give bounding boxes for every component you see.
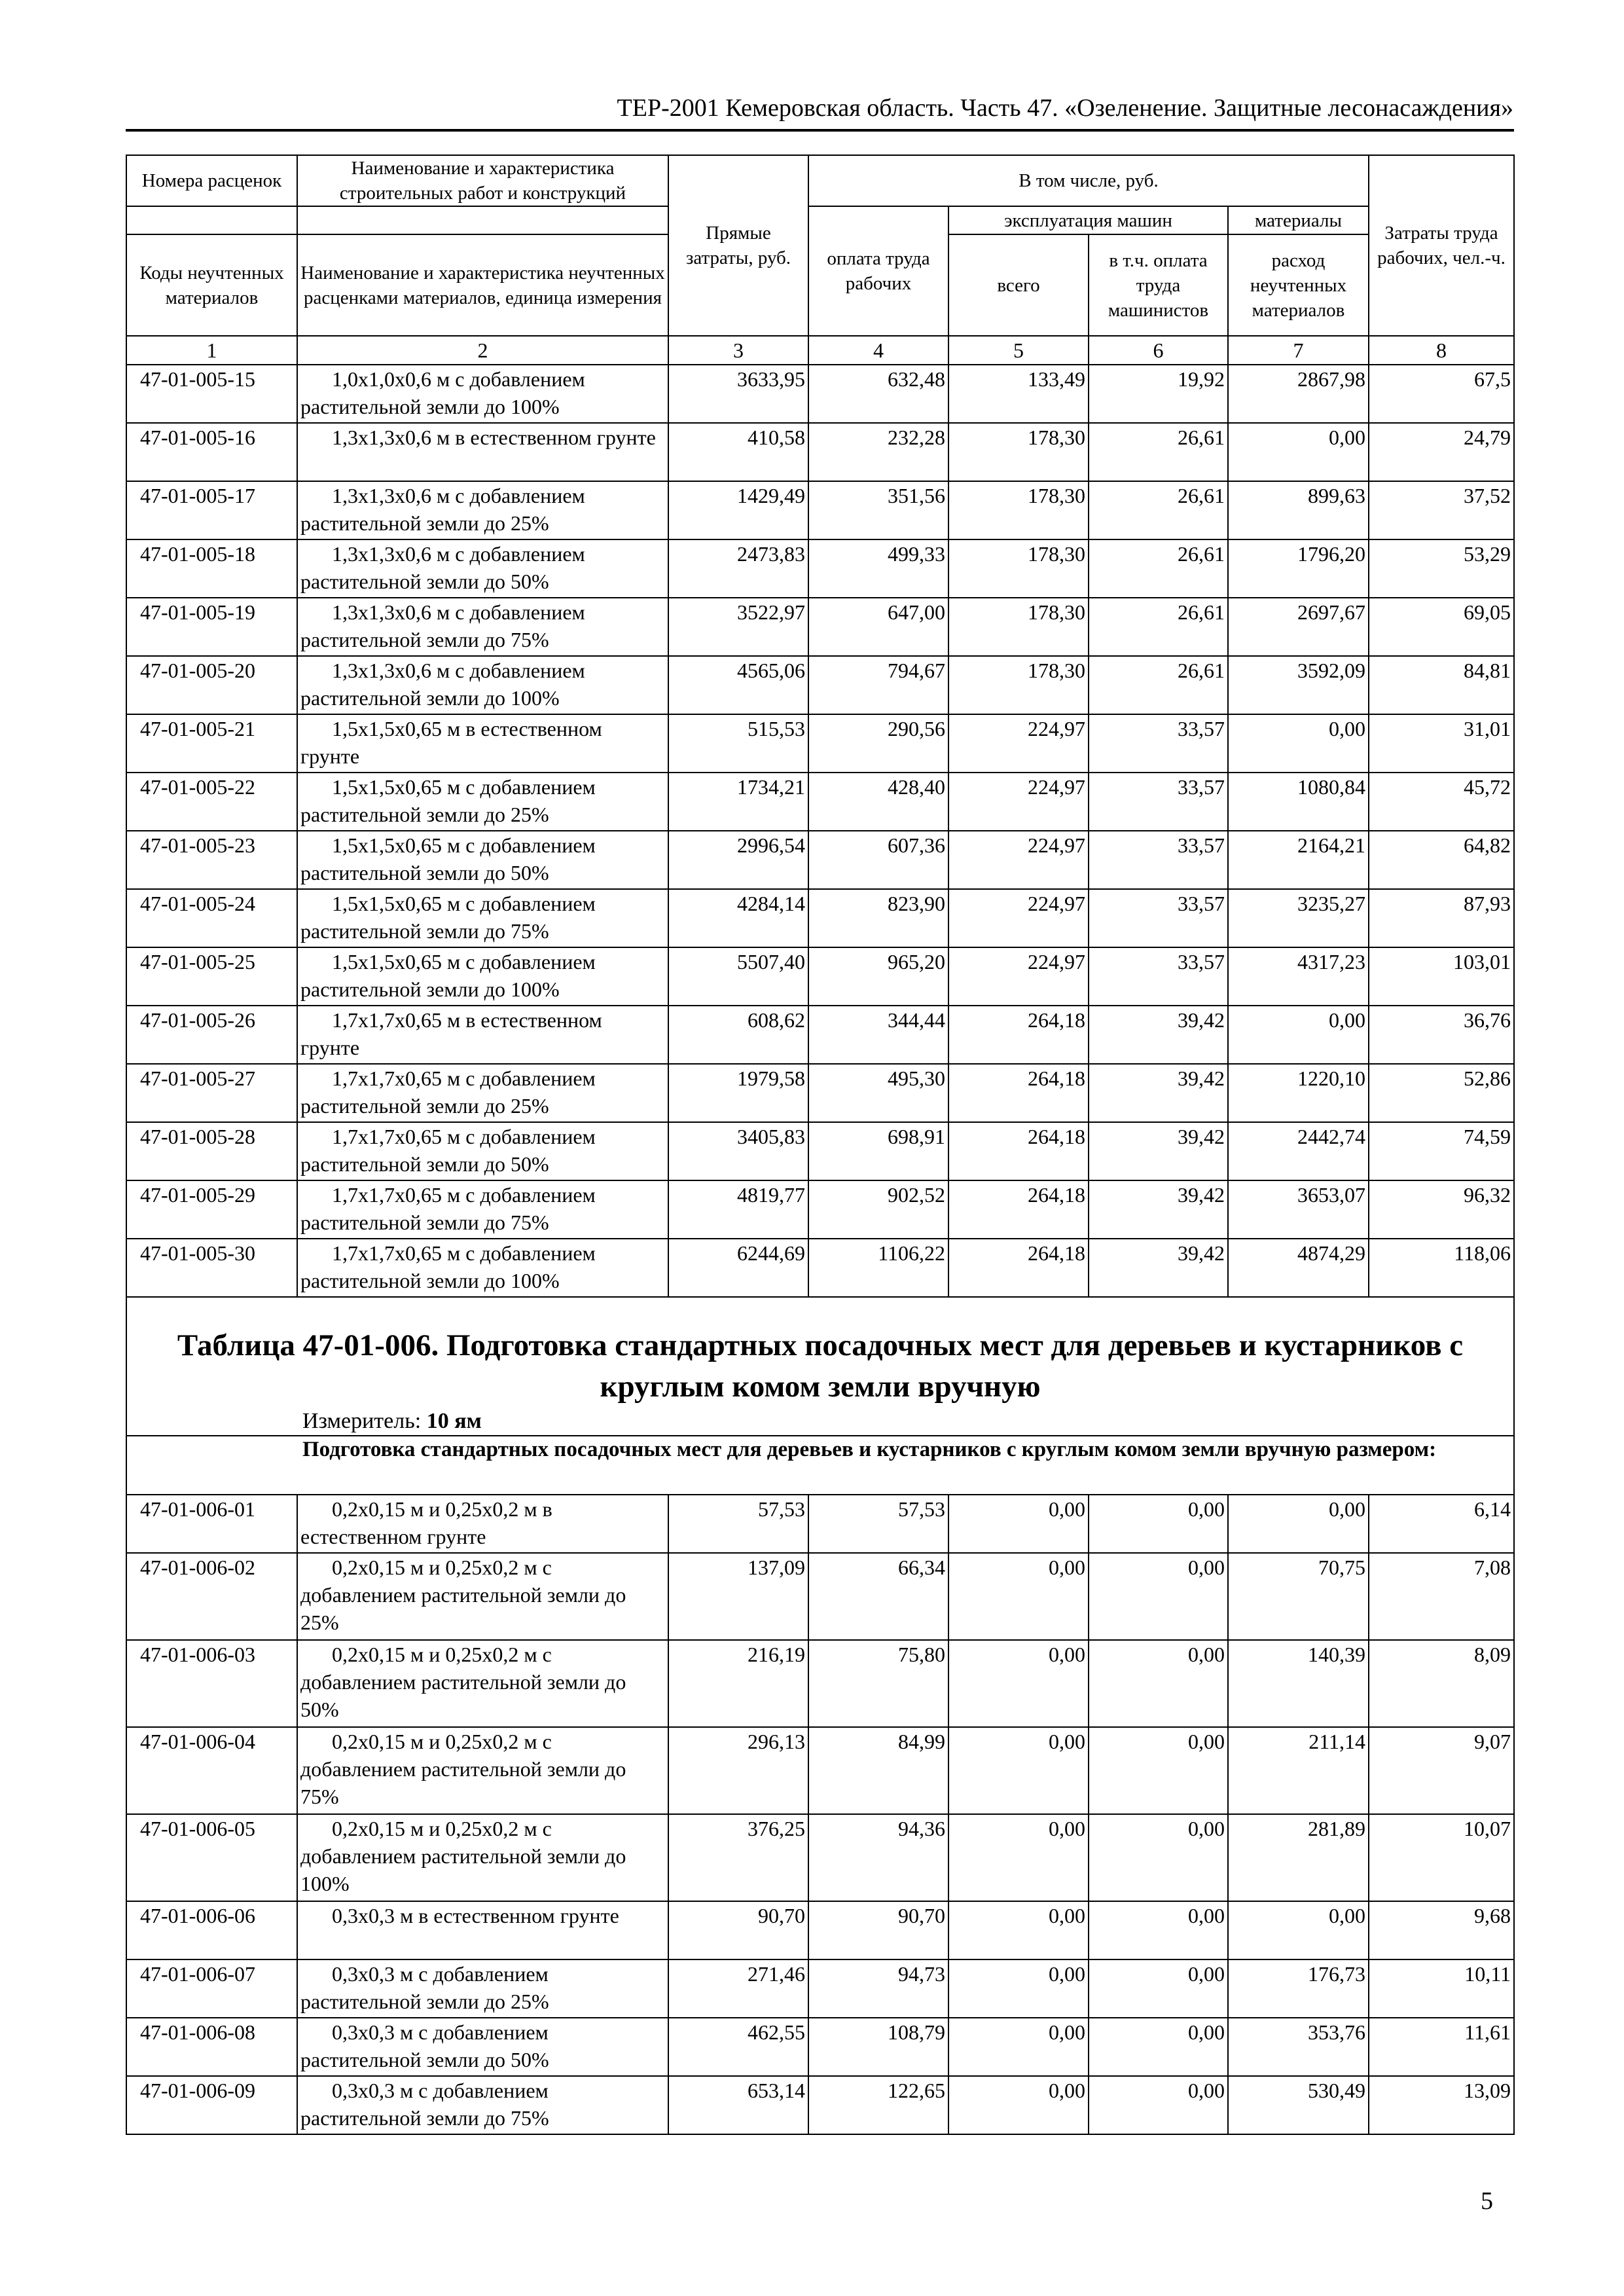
machinists-value: 26,61 xyxy=(1089,598,1228,656)
labor-value: 69,05 xyxy=(1369,598,1514,656)
unit-value: 10 ям xyxy=(426,1409,482,1433)
machinists-value: 33,57 xyxy=(1089,773,1228,831)
rate-code: 47-01-005-27 xyxy=(126,1064,297,1122)
table-row xyxy=(126,889,1514,947)
col-head-materials: материалы xyxy=(1228,206,1369,234)
table-row xyxy=(126,1239,1514,1297)
col-number: 3 xyxy=(668,336,808,365)
table-row xyxy=(126,481,1514,539)
machines-value: 178,30 xyxy=(948,481,1089,539)
machinists-value: 33,57 xyxy=(1089,714,1228,773)
rate-name: 1,7x1,7x0,65 м в естественном грунте xyxy=(297,1006,668,1064)
wages-value: 94,36 xyxy=(808,1814,948,1901)
machinists-value: 0,00 xyxy=(1089,1727,1228,1814)
direct-costs-value: 608,62 xyxy=(668,1006,808,1064)
rate-code: 47-01-005-29 xyxy=(126,1180,297,1239)
table-row xyxy=(126,773,1514,831)
rate-name: 1,5x1,5x0,65 м с добавлением растительной земли до 75% xyxy=(297,889,668,947)
col-number: 1 xyxy=(126,336,297,365)
rate-code: 47-01-006-07 xyxy=(126,1959,297,2018)
rate-name: 1,7x1,7x0,65 м с добавлением растительной земли до 25% xyxy=(297,1064,668,1122)
wages-value: 90,70 xyxy=(808,1901,948,1959)
wages-value: 632,48 xyxy=(808,365,948,423)
col-head-name-works: Наименование и характеристика строительных работ и конструкций xyxy=(297,155,668,206)
machinists-value: 0,00 xyxy=(1089,1495,1228,1553)
direct-costs-value: 4819,77 xyxy=(668,1180,808,1239)
rate-name: 1,3x1,3x0,6 м с добавлением растительной земли до 25% xyxy=(297,481,668,539)
direct-costs-value: 271,46 xyxy=(668,1959,808,2018)
table-row xyxy=(126,656,1514,714)
labor-value: 24,79 xyxy=(1369,423,1514,481)
rate-code: 47-01-005-17 xyxy=(126,481,297,539)
materials-value: 0,00 xyxy=(1228,714,1369,773)
rates-table xyxy=(126,155,1515,2135)
table-row xyxy=(126,1959,1514,2018)
materials-value: 0,00 xyxy=(1228,1006,1369,1064)
machines-value: 264,18 xyxy=(948,1064,1089,1122)
col-head-labor-costs: Затраты труда рабочих, чел.-ч. xyxy=(1369,155,1514,336)
machinists-value: 0,00 xyxy=(1089,1959,1228,2018)
rate-code: 47-01-005-18 xyxy=(126,539,297,598)
direct-costs-value: 2473,83 xyxy=(668,539,808,598)
machines-value: 0,00 xyxy=(948,1495,1089,1553)
wages-value: 428,40 xyxy=(808,773,948,831)
table-row xyxy=(126,1727,1514,1814)
table-title: Таблица 47-01-006. Подготовка стандартных посадочных мест для деревьев и кустарников с круглым комом земли вручную xyxy=(177,1328,1464,1404)
direct-costs-value: 376,25 xyxy=(668,1814,808,1901)
table-row xyxy=(126,1553,1514,1640)
direct-costs-value: 3405,83 xyxy=(668,1122,808,1180)
direct-costs-value: 296,13 xyxy=(668,1727,808,1814)
machines-value: 264,18 xyxy=(948,1006,1089,1064)
labor-value: 36,76 xyxy=(1369,1006,1514,1064)
materials-value: 0,00 xyxy=(1228,1901,1369,1959)
direct-costs-value: 1979,58 xyxy=(668,1064,808,1122)
rate-code: 47-01-006-04 xyxy=(126,1727,297,1814)
rate-name: 0,3x0,3 м в естественном грунте xyxy=(297,1901,668,1959)
wages-value: 499,33 xyxy=(808,539,948,598)
machines-value: 0,00 xyxy=(948,1553,1089,1640)
wages-value: 84,99 xyxy=(808,1727,948,1814)
rate-code: 47-01-006-02 xyxy=(126,1553,297,1640)
machines-value: 0,00 xyxy=(948,1727,1089,1814)
machinists-value: 39,42 xyxy=(1089,1239,1228,1297)
direct-costs-value: 90,70 xyxy=(668,1901,808,1959)
rate-name: 0,3x0,3 м с добавлением растительной земли до 25% xyxy=(297,1959,668,2018)
machines-value: 133,49 xyxy=(948,365,1089,423)
col-head-name-materials: Наименование и характеристика неучтенных расценками материалов, единица измерения xyxy=(297,234,668,336)
direct-costs-value: 137,09 xyxy=(668,1553,808,1640)
labor-value: 64,82 xyxy=(1369,831,1514,889)
header-rule xyxy=(126,129,1514,132)
col-head-machine-operation: эксплуатация машин xyxy=(948,206,1228,234)
machinists-value: 33,57 xyxy=(1089,947,1228,1006)
direct-costs-value: 3633,95 xyxy=(668,365,808,423)
labor-value: 9,68 xyxy=(1369,1901,1514,1959)
unit-cell xyxy=(126,1408,1514,1436)
direct-costs-value: 653,14 xyxy=(668,2076,808,2134)
labor-value: 11,61 xyxy=(1369,2018,1514,2076)
col-head-blank-1 xyxy=(126,206,297,234)
table-title-cell xyxy=(126,1297,1514,1408)
labor-value: 31,01 xyxy=(1369,714,1514,773)
subheading: Подготовка стандартных посадочных мест для деревьев и кустарников с круглым комом земли вручную размером: xyxy=(126,1436,1514,1495)
wages-value: 122,65 xyxy=(808,2076,948,2134)
col-head-direct-costs: Прямые затраты, руб. xyxy=(668,155,808,336)
table-row xyxy=(126,1640,1514,1727)
wages-value: 108,79 xyxy=(808,2018,948,2076)
machinists-value: 0,00 xyxy=(1089,2076,1228,2134)
table-row xyxy=(126,365,1514,423)
rate-code: 47-01-005-21 xyxy=(126,714,297,773)
wages-value: 94,73 xyxy=(808,1959,948,2018)
direct-costs-value: 1734,21 xyxy=(668,773,808,831)
table-row xyxy=(126,423,1514,481)
machinists-value: 39,42 xyxy=(1089,1064,1228,1122)
machinists-value: 0,00 xyxy=(1089,1553,1228,1640)
materials-value: 3592,09 xyxy=(1228,656,1369,714)
rate-name: 0,2x0,15 м и 0,25x0,2 м с добавлением растительной земли до 100% xyxy=(297,1814,668,1901)
materials-value: 281,89 xyxy=(1228,1814,1369,1901)
machinists-value: 26,61 xyxy=(1089,656,1228,714)
direct-costs-value: 216,19 xyxy=(668,1640,808,1727)
materials-value: 2867,98 xyxy=(1228,365,1369,423)
col-head-unaccounted-codes: Коды неучтенных материалов xyxy=(126,234,297,336)
table-row xyxy=(126,598,1514,656)
unit-label: Измеритель: xyxy=(302,1409,422,1433)
machines-value: 0,00 xyxy=(948,2018,1089,2076)
machines-value: 178,30 xyxy=(948,656,1089,714)
rate-code: 47-01-006-08 xyxy=(126,2018,297,2076)
machinists-value: 0,00 xyxy=(1089,1814,1228,1901)
col-head-wages: оплата труда рабочих xyxy=(808,206,948,336)
col-head-rates-numbers: Номера расценок xyxy=(126,155,297,206)
materials-value: 4874,29 xyxy=(1228,1239,1369,1297)
materials-value: 140,39 xyxy=(1228,1640,1369,1727)
subheading-row xyxy=(126,1436,1514,1495)
col-number: 8 xyxy=(1369,336,1514,365)
rate-code: 47-01-005-19 xyxy=(126,598,297,656)
rate-code: 47-01-005-16 xyxy=(126,423,297,481)
materials-value: 3235,27 xyxy=(1228,889,1369,947)
wages-value: 698,91 xyxy=(808,1122,948,1180)
table-row xyxy=(126,539,1514,598)
rate-code: 47-01-005-20 xyxy=(126,656,297,714)
unit-row xyxy=(126,1408,1514,1436)
machines-value: 0,00 xyxy=(948,1959,1089,2018)
rate-code: 47-01-006-06 xyxy=(126,1901,297,1959)
machines-value: 0,00 xyxy=(948,1814,1089,1901)
table-row xyxy=(126,1495,1514,1553)
direct-costs-value: 2996,54 xyxy=(668,831,808,889)
rate-code: 47-01-005-23 xyxy=(126,831,297,889)
machines-value: 0,00 xyxy=(948,1901,1089,1959)
wages-value: 965,20 xyxy=(808,947,948,1006)
labor-value: 118,06 xyxy=(1369,1239,1514,1297)
machinists-value: 0,00 xyxy=(1089,1640,1228,1727)
labor-value: 52,86 xyxy=(1369,1064,1514,1122)
rate-name: 0,2x0,15 м и 0,25x0,2 м в естественном грунте xyxy=(297,1495,668,1553)
materials-value: 2442,74 xyxy=(1228,1122,1369,1180)
materials-value: 0,00 xyxy=(1228,1495,1369,1553)
rate-name: 1,5x1,5x0,65 м с добавлением растительной земли до 25% xyxy=(297,773,668,831)
labor-value: 8,09 xyxy=(1369,1640,1514,1727)
rate-code: 47-01-006-01 xyxy=(126,1495,297,1553)
wages-value: 495,30 xyxy=(808,1064,948,1122)
labor-value: 84,81 xyxy=(1369,656,1514,714)
materials-value: 2164,21 xyxy=(1228,831,1369,889)
table-row xyxy=(126,1901,1514,1959)
wages-value: 232,28 xyxy=(808,423,948,481)
machinists-value: 39,42 xyxy=(1089,1006,1228,1064)
rate-name: 1,7x1,7x0,65 м с добавлением растительной земли до 100% xyxy=(297,1239,668,1297)
col-number: 7 xyxy=(1228,336,1369,365)
col-head-total: всего xyxy=(948,234,1089,336)
page-number: 5 xyxy=(1481,2187,1493,2215)
labor-value: 10,07 xyxy=(1369,1814,1514,1901)
rate-name: 1,3x1,3x0,6 м с добавлением растительной земли до 75% xyxy=(297,598,668,656)
labor-value: 45,72 xyxy=(1369,773,1514,831)
materials-value: 899,63 xyxy=(1228,481,1369,539)
rate-code: 47-01-005-15 xyxy=(126,365,297,423)
machinists-value: 33,57 xyxy=(1089,831,1228,889)
rate-name: 0,3x0,3 м с добавлением растительной земли до 75% xyxy=(297,2076,668,2134)
direct-costs-value: 515,53 xyxy=(668,714,808,773)
machinists-value: 33,57 xyxy=(1089,889,1228,947)
wages-value: 1106,22 xyxy=(808,1239,948,1297)
materials-value: 176,73 xyxy=(1228,1959,1369,2018)
materials-value: 353,76 xyxy=(1228,2018,1369,2076)
wages-value: 794,67 xyxy=(808,656,948,714)
direct-costs-value: 4565,06 xyxy=(668,656,808,714)
machinists-value: 26,61 xyxy=(1089,481,1228,539)
col-number: 6 xyxy=(1089,336,1228,365)
machinists-value: 19,92 xyxy=(1089,365,1228,423)
rate-code: 47-01-005-22 xyxy=(126,773,297,831)
direct-costs-value: 4284,14 xyxy=(668,889,808,947)
labor-value: 53,29 xyxy=(1369,539,1514,598)
rate-name: 1,3x1,3x0,6 м с добавлением растительной земли до 100% xyxy=(297,656,668,714)
rate-code: 47-01-005-28 xyxy=(126,1122,297,1180)
wages-value: 344,44 xyxy=(808,1006,948,1064)
table-row xyxy=(126,1064,1514,1122)
materials-value: 1220,10 xyxy=(1228,1064,1369,1122)
materials-value: 2697,67 xyxy=(1228,598,1369,656)
table-row xyxy=(126,1814,1514,1901)
labor-value: 6,14 xyxy=(1369,1495,1514,1553)
wages-value: 66,34 xyxy=(808,1553,948,1640)
col-number: 5 xyxy=(948,336,1089,365)
rate-name: 1,3x1,3x0,6 м в естественном грунте xyxy=(297,423,668,481)
rate-code: 47-01-006-05 xyxy=(126,1814,297,1901)
table-row xyxy=(126,1180,1514,1239)
labor-value: 7,08 xyxy=(1369,1553,1514,1640)
materials-value: 70,75 xyxy=(1228,1553,1369,1640)
machines-value: 264,18 xyxy=(948,1180,1089,1239)
wages-value: 75,80 xyxy=(808,1640,948,1727)
direct-costs-value: 5507,40 xyxy=(668,947,808,1006)
machines-value: 0,00 xyxy=(948,1640,1089,1727)
table-row xyxy=(126,2076,1514,2134)
labor-value: 67,5 xyxy=(1369,365,1514,423)
wages-value: 351,56 xyxy=(808,481,948,539)
rate-code: 47-01-006-09 xyxy=(126,2076,297,2134)
rate-name: 0,2x0,15 м и 0,25x0,2 м с добавлением растительной земли до 50% xyxy=(297,1640,668,1727)
col-head-incl-machinist: в т.ч. оплата труда машинистов xyxy=(1089,234,1228,336)
machines-value: 224,97 xyxy=(948,714,1089,773)
materials-value: 0,00 xyxy=(1228,423,1369,481)
labor-value: 87,93 xyxy=(1369,889,1514,947)
col-head-blank-2 xyxy=(297,206,668,234)
labor-value: 13,09 xyxy=(1369,2076,1514,2134)
materials-value: 530,49 xyxy=(1228,2076,1369,2134)
column-numbers-row xyxy=(126,336,1514,365)
rate-code: 47-01-005-25 xyxy=(126,947,297,1006)
machines-value: 178,30 xyxy=(948,423,1089,481)
direct-costs-value: 3522,97 xyxy=(668,598,808,656)
machinists-value: 26,61 xyxy=(1089,539,1228,598)
rate-name: 1,5x1,5x0,65 м с добавлением растительной земли до 50% xyxy=(297,831,668,889)
rate-name: 0,2x0,15 м и 0,25x0,2 м с добавлением растительной земли до 25% xyxy=(297,1553,668,1640)
materials-value: 1080,84 xyxy=(1228,773,1369,831)
direct-costs-value: 410,58 xyxy=(668,423,808,481)
table-row xyxy=(126,2018,1514,2076)
table-row xyxy=(126,1122,1514,1180)
table-row xyxy=(126,714,1514,773)
rate-name: 1,0x1,0x0,6 м с добавлением растительной земли до 100% xyxy=(297,365,668,423)
direct-costs-value: 1429,49 xyxy=(668,481,808,539)
wages-value: 57,53 xyxy=(808,1495,948,1553)
machines-value: 178,30 xyxy=(948,539,1089,598)
rate-name: 0,2x0,15 м и 0,25x0,2 м с добавлением растительной земли до 75% xyxy=(297,1727,668,1814)
machinists-value: 39,42 xyxy=(1089,1122,1228,1180)
machinists-value: 26,61 xyxy=(1089,423,1228,481)
rate-name: 1,7x1,7x0,65 м с добавлением растительной земли до 50% xyxy=(297,1122,668,1180)
materials-value: 4317,23 xyxy=(1228,947,1369,1006)
wages-value: 607,36 xyxy=(808,831,948,889)
col-head-unaccounted-consumption: расход неучтенных материалов xyxy=(1228,234,1369,336)
machines-value: 0,00 xyxy=(948,2076,1089,2134)
materials-value: 3653,07 xyxy=(1228,1180,1369,1239)
labor-value: 96,32 xyxy=(1369,1180,1514,1239)
labor-value: 74,59 xyxy=(1369,1122,1514,1180)
page-header: ТЕР-2001 Кемеровская область. Часть 47. «Озеленение. Защитные лесонасаждения» xyxy=(617,94,1513,122)
labor-value: 10,11 xyxy=(1369,1959,1514,2018)
table-row xyxy=(126,831,1514,889)
machines-value: 224,97 xyxy=(948,831,1089,889)
machines-value: 224,97 xyxy=(948,947,1089,1006)
materials-value: 211,14 xyxy=(1228,1727,1369,1814)
table-title-row xyxy=(126,1297,1514,1408)
machines-value: 178,30 xyxy=(948,598,1089,656)
machines-value: 224,97 xyxy=(948,889,1089,947)
machinists-value: 0,00 xyxy=(1089,1901,1228,1959)
rate-code: 47-01-006-03 xyxy=(126,1640,297,1727)
wages-value: 290,56 xyxy=(808,714,948,773)
table-row xyxy=(126,947,1514,1006)
col-head-including: В том числе, руб. xyxy=(808,155,1369,206)
machines-value: 264,18 xyxy=(948,1239,1089,1297)
rate-name: 1,7x1,7x0,65 м с добавлением растительной земли до 75% xyxy=(297,1180,668,1239)
rate-code: 47-01-005-24 xyxy=(126,889,297,947)
rate-code: 47-01-005-26 xyxy=(126,1006,297,1064)
machines-value: 264,18 xyxy=(948,1122,1089,1180)
labor-value: 37,52 xyxy=(1369,481,1514,539)
rate-name: 0,3x0,3 м с добавлением растительной земли до 50% xyxy=(297,2018,668,2076)
direct-costs-value: 462,55 xyxy=(668,2018,808,2076)
direct-costs-value: 57,53 xyxy=(668,1495,808,1553)
table-row xyxy=(126,1006,1514,1064)
machinists-value: 0,00 xyxy=(1089,2018,1228,2076)
rate-name: 1,5x1,5x0,65 м с добавлением растительной земли до 100% xyxy=(297,947,668,1006)
wages-value: 647,00 xyxy=(808,598,948,656)
labor-value: 9,07 xyxy=(1369,1727,1514,1814)
machinists-value: 39,42 xyxy=(1089,1180,1228,1239)
col-number: 2 xyxy=(297,336,668,365)
direct-costs-value: 6244,69 xyxy=(668,1239,808,1297)
wages-value: 902,52 xyxy=(808,1180,948,1239)
materials-value: 1796,20 xyxy=(1228,539,1369,598)
machines-value: 224,97 xyxy=(948,773,1089,831)
wages-value: 823,90 xyxy=(808,889,948,947)
labor-value: 103,01 xyxy=(1369,947,1514,1006)
col-number: 4 xyxy=(808,336,948,365)
rate-code: 47-01-005-30 xyxy=(126,1239,297,1297)
rate-name: 1,5x1,5x0,65 м в естественном грунте xyxy=(297,714,668,773)
rate-name: 1,3x1,3x0,6 м с добавлением растительной земли до 50% xyxy=(297,539,668,598)
